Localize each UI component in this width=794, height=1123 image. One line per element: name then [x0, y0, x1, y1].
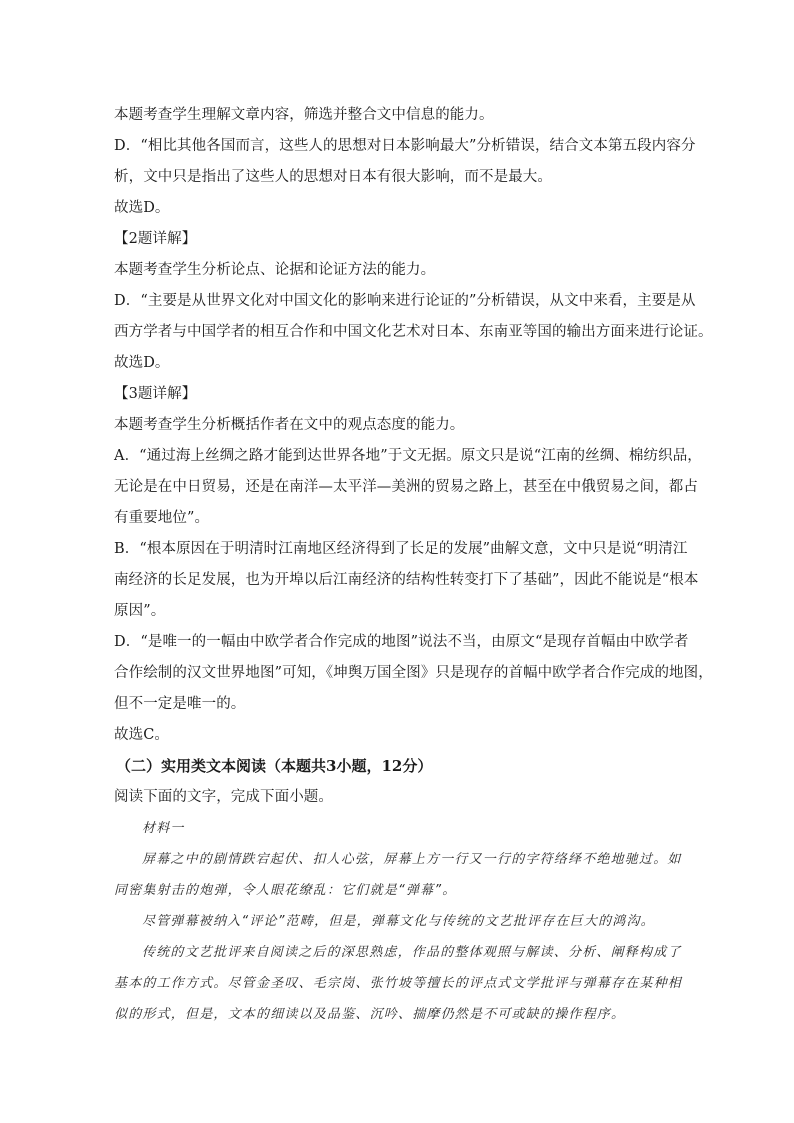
- q3-intro: 本题考查学生分析概括作者在文中的观点态度的能力。: [114, 417, 465, 433]
- q3-option-b-line-1: B．“根本原因在于明清时江南地区经济得到了长足的发展”曲解文意，文中只是说“明清江: [114, 541, 688, 557]
- q2-answer: 故选D。: [114, 355, 170, 371]
- material-paragraph-1-line-1: 屏幕之中的剧情跌宕起伏、扣人心弦，屏幕上方一行又一行的字符络绎不绝地驰过。如: [142, 852, 682, 867]
- document-page: [114, 100, 713, 1030]
- q3-option-d-line-3: 但不一定是唯一的。: [114, 696, 246, 712]
- q3-option-a-line-3: 有重要地位”。: [114, 510, 210, 526]
- material-paragraph-2-line-1: 尽管弹幕被纳入“评论”范畴，但是，弹幕文化与传统的文艺批评存在巨大的鸿沟。: [142, 914, 655, 929]
- q3-option-d-line-2: 合作绘制的汉文世界地图”可知，《坤舆万国全图》只是现存的首幅中欧学者合作完成的地图，: [114, 665, 713, 681]
- section-heading: （二）实用类文本阅读（本题共3小题，12分）: [116, 757, 433, 775]
- q3-answer: 故选C。: [114, 727, 169, 743]
- q1-option-d-line-2: 析，文中只是指出了这些人的思想对日本有很大影响，而不是最大。: [114, 169, 552, 185]
- material-one-block: [114, 813, 684, 1030]
- q3-option-b-line-2: 南经济的长足发展，也为开埠以后江南经济的结构性转变打下了基础”，因此不能说是“根本: [114, 572, 699, 588]
- material-title: 材料一: [142, 821, 185, 836]
- q3-option-d-line-1: D．“是唯一的一幅由中欧学者合作完成的地图”说法不当，由原文“是现存首幅由中欧学者: [114, 634, 689, 650]
- material-paragraph-3-line-2: 基本的工作方式。尽管金圣叹、毛宗岗、张竹坡等擅长的评点式文学批评与弹幕存在某种相: [114, 976, 683, 991]
- q1-intro: 本题考查学生理解文章内容，筛选并整合文中信息的能力。: [114, 107, 494, 123]
- material-paragraph-3-line-3: 似的形式，但是，文本的细读以及品鉴、沉吟、揣摩仍然是不可或缺的操作程序。: [114, 1007, 626, 1022]
- section-instruction: 阅读下面的文字，完成下面小题。: [114, 789, 333, 805]
- q3-heading: 【3题详解】: [114, 386, 197, 402]
- q1-option-d-line-1: D．“相比其他各国而言，这些人的思想对日本影响最大”分析错误，结合文本第五段内容分: [114, 138, 696, 154]
- q2-option-d-line-1: D．“主要是从世界文化对中国文化的影响来进行论证的”分析错误，从文中来看，主要是从: [114, 293, 696, 309]
- q3-option-a-line-1: A．“通过海上丝绸之路才能到达世界各地”于文无据。原文只是说“江南的丝绸、棉纺织品，: [114, 448, 702, 464]
- material-paragraph-1-line-2: 同密集射击的炮弹，令人眼花缭乱：它们就是“弹幕”。: [114, 883, 457, 898]
- q2-option-d-line-2: 西方学者与中国学者的相互合作和中国文化艺术对日本、东南亚等国的输出方面来进行论证。: [114, 324, 713, 340]
- q3-option-b-line-3: 原因”。: [114, 603, 166, 619]
- material-paragraph-3-line-1: 传统的文艺批评来自阅读之后的深思熟虑，作品的整体观照与解读、分析、阐释构成了: [142, 945, 682, 960]
- q1-answer: 故选D。: [114, 200, 170, 216]
- q2-intro: 本题考查学生分析论点、论据和论证方法的能力。: [114, 262, 436, 278]
- q2-heading: 【2题详解】: [114, 231, 197, 247]
- q3-option-a-line-2: 无论是在中日贸易，还是在南洋—太平洋—美洲的贸易之路上，甚至在中俄贸易之间，都占: [114, 479, 698, 495]
